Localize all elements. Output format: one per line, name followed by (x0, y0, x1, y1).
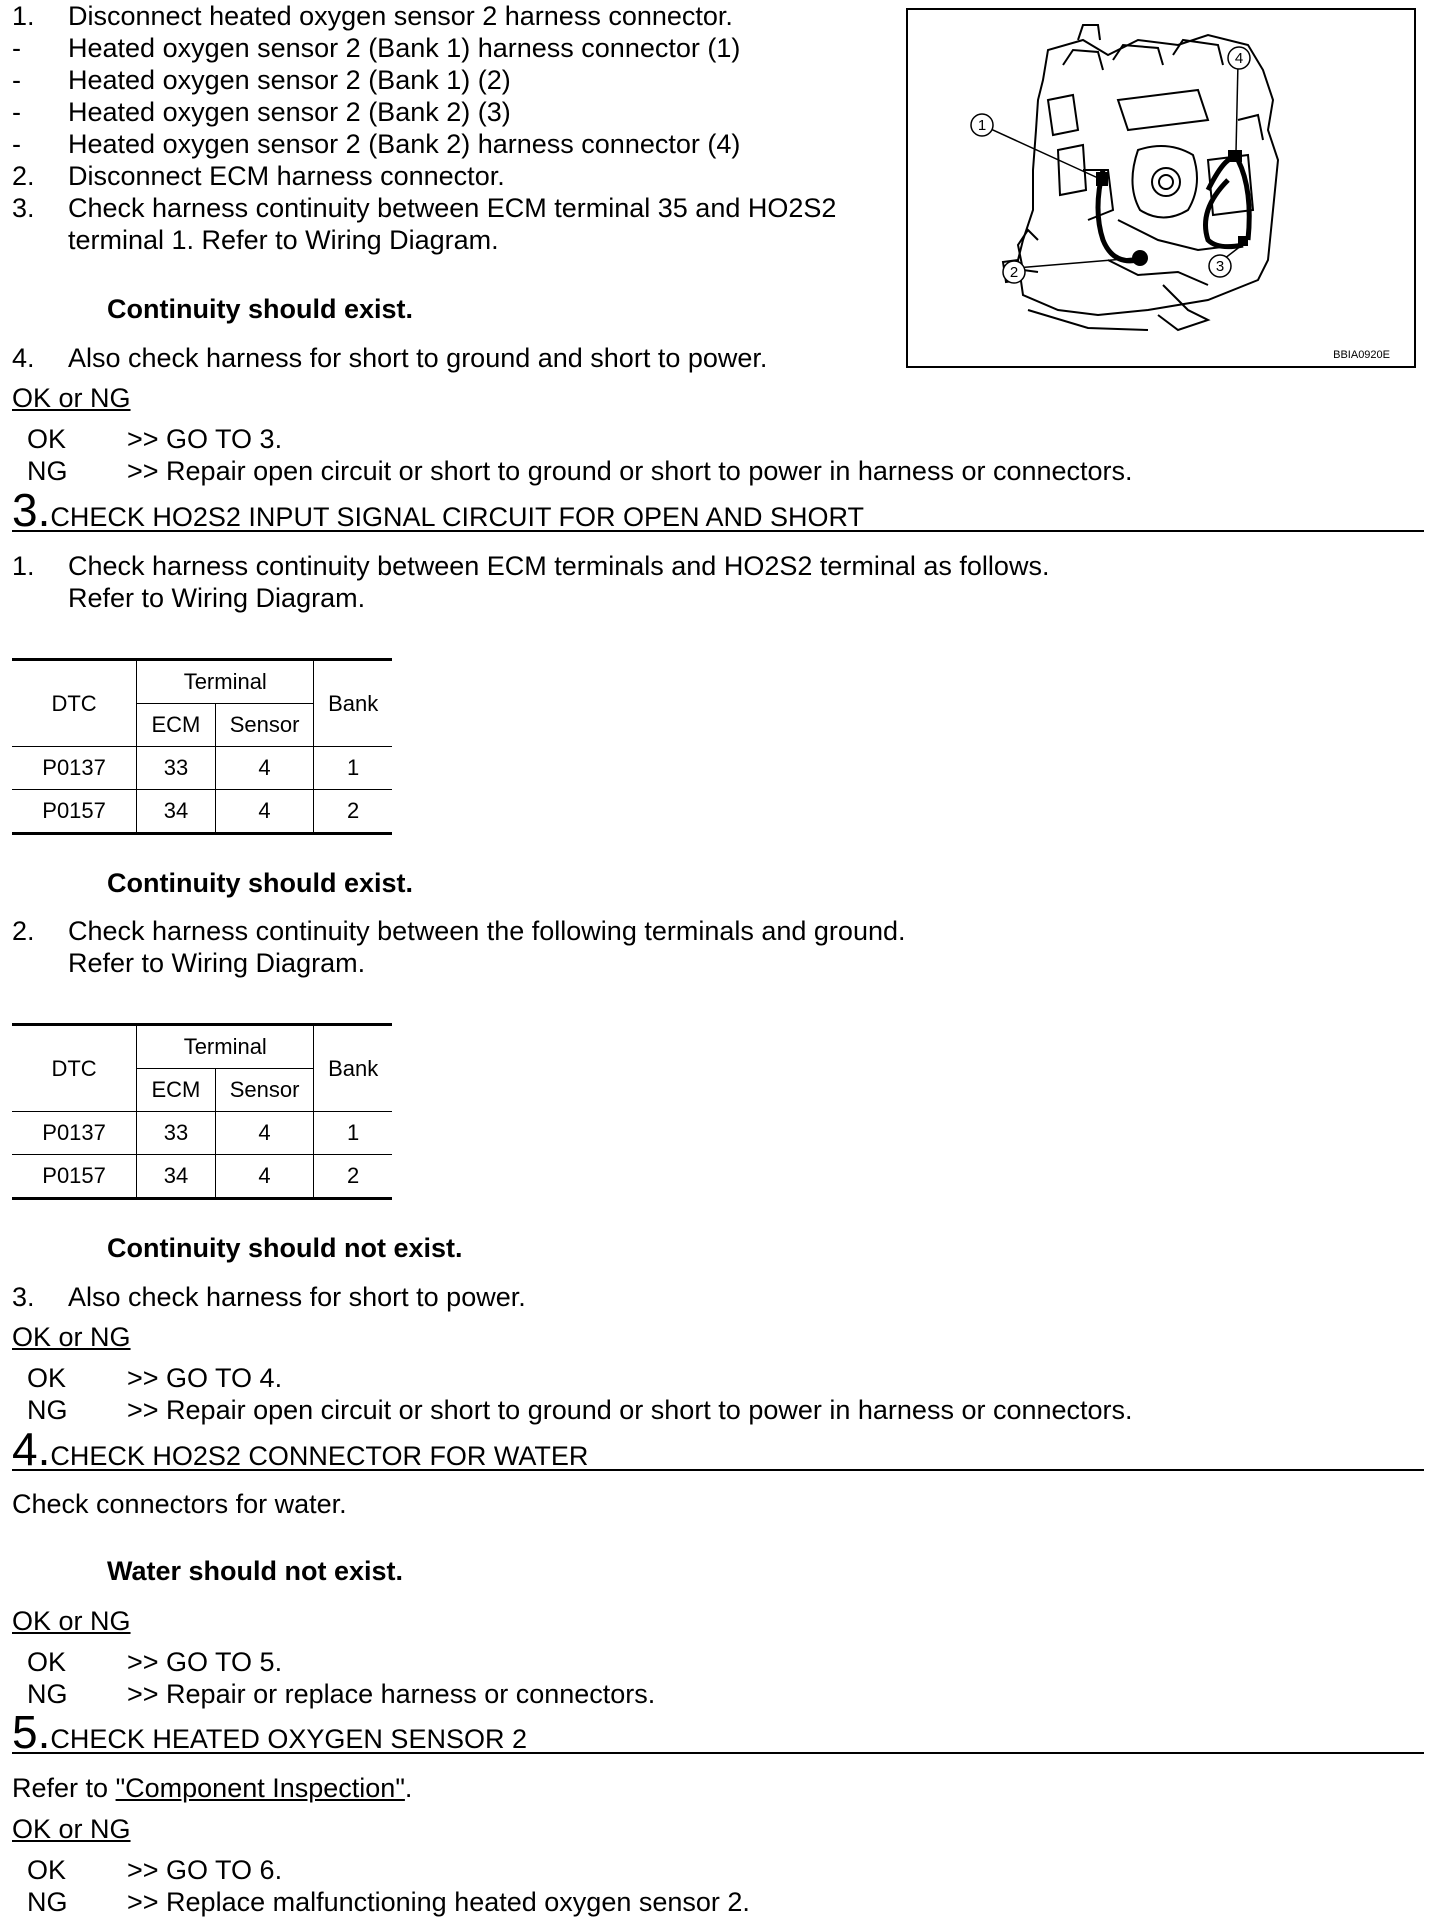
step2-list (12, 0, 836, 256)
table-row: P0157 34 4 2 (12, 1155, 392, 1199)
spec-note: Continuity should exist. (107, 294, 414, 324)
ok-or-ng-label: OK or NG (12, 1814, 131, 1844)
callout-3: 3 (1215, 258, 1225, 275)
header-ecm: ECM (137, 1069, 216, 1112)
table-row: P0157 34 4 2 (12, 790, 392, 834)
terminal-table-1 (12, 658, 392, 835)
list-item-continuation: Refer to Wiring Diagram. (68, 583, 366, 613)
header-dtc: DTC (12, 660, 137, 747)
result-list (12, 1362, 1133, 1426)
ok-or-ng-label: OK or NG (12, 383, 131, 413)
callout-2: 2 (1009, 264, 1019, 281)
header-terminal: Terminal (137, 660, 314, 704)
header-ecm: ECM (137, 704, 216, 747)
ok-or-ng-label: OK or NG (12, 1606, 131, 1636)
engine-illustration (908, 10, 1414, 366)
spec-note: Continuity should not exist. (107, 1233, 463, 1263)
list-item: 4. Also check harness for short to ground and short to power. (12, 343, 768, 373)
ok-result: OK >> GO TO 6. (27, 1855, 283, 1885)
header-sensor: Sensor (215, 1069, 314, 1112)
ok-result: OK >> GO TO 5. (27, 1647, 283, 1677)
callout-4: 4 (1234, 50, 1244, 67)
callout-1: 1 (977, 117, 987, 134)
ng-result: NG >> Replace malfunctioning heated oxygen sensor 2. (27, 1887, 750, 1917)
list-item: 1. Check harness continuity between ECM terminals and HO2S2 terminal as follows. (12, 551, 1050, 581)
list-item: 2. Check harness continuity between the following terminals and ground. (12, 916, 906, 946)
step3-item1 (12, 550, 1049, 614)
spec-note: Water should not exist. (107, 1556, 404, 1586)
result-list (12, 1646, 655, 1710)
step5-header: 5.CHECK HEATED OXYGEN SENSOR 2 (12, 1712, 1424, 1754)
step5-refer: Refer to "Component Inspection". (12, 1773, 413, 1803)
header-dtc: DTC (12, 1025, 137, 1112)
list-item: - Heated oxygen sensor 2 (Bank 1) (2) (12, 65, 511, 95)
header-bank: Bank (314, 660, 392, 747)
step4-text: Check connectors for water. (12, 1489, 347, 1519)
component-inspection-link[interactable]: "Component Inspection" (115, 1773, 405, 1803)
list-item: 2. Disconnect ECM harness connector. (12, 161, 505, 191)
header-bank: Bank (314, 1025, 392, 1112)
list-item-continuation: Refer to Wiring Diagram. (68, 948, 366, 978)
header-terminal: Terminal (137, 1025, 314, 1069)
header-sensor: Sensor (215, 704, 314, 747)
step4-header: 4.CHECK HO2S2 CONNECTOR FOR WATER (12, 1429, 1424, 1471)
result-list (12, 423, 1133, 487)
ng-result: NG >> Repair open circuit or short to ground or short to power in harness or connectors. (27, 456, 1133, 486)
figure-code: BBIA0920E (1333, 349, 1390, 361)
ng-result: NG >> Repair open circuit or short to ground or short to power in harness or connectors. (27, 1395, 1133, 1425)
list-item-continuation: terminal 1. Refer to Wiring Diagram. (68, 225, 499, 255)
list-item: - Heated oxygen sensor 2 (Bank 2) (3) (12, 97, 511, 127)
ok-result: OK >> GO TO 4. (27, 1363, 283, 1393)
step3-header: 3.CHECK HO2S2 INPUT SIGNAL CIRCUIT FOR OPEN AND SHORT (12, 490, 1424, 532)
list-item: 3. Also check harness for short to power. (12, 1282, 526, 1312)
result-list (12, 1854, 750, 1918)
ng-result: NG >> Repair or replace harness or connectors. (27, 1679, 656, 1709)
table-row: P0137 33 4 1 (12, 1112, 392, 1155)
list-item: 1. Disconnect heated oxygen sensor 2 harness connector. (12, 1, 733, 31)
list-item: - Heated oxygen sensor 2 (Bank 2) harness connector (4) (12, 129, 741, 159)
terminal-table-2 (12, 1023, 392, 1200)
table-row: P0137 33 4 1 (12, 747, 392, 790)
spec-note: Continuity should exist. (107, 868, 414, 898)
list-item: 3. Check harness continuity between ECM terminal 35 and HO2S2 (12, 193, 837, 223)
step3-item2 (12, 915, 906, 979)
ok-or-ng-label: OK or NG (12, 1322, 131, 1352)
engine-figure (906, 8, 1416, 368)
ok-result: OK >> GO TO 3. (27, 424, 283, 454)
list-item: - Heated oxygen sensor 2 (Bank 1) harness connector (1) (12, 33, 741, 63)
